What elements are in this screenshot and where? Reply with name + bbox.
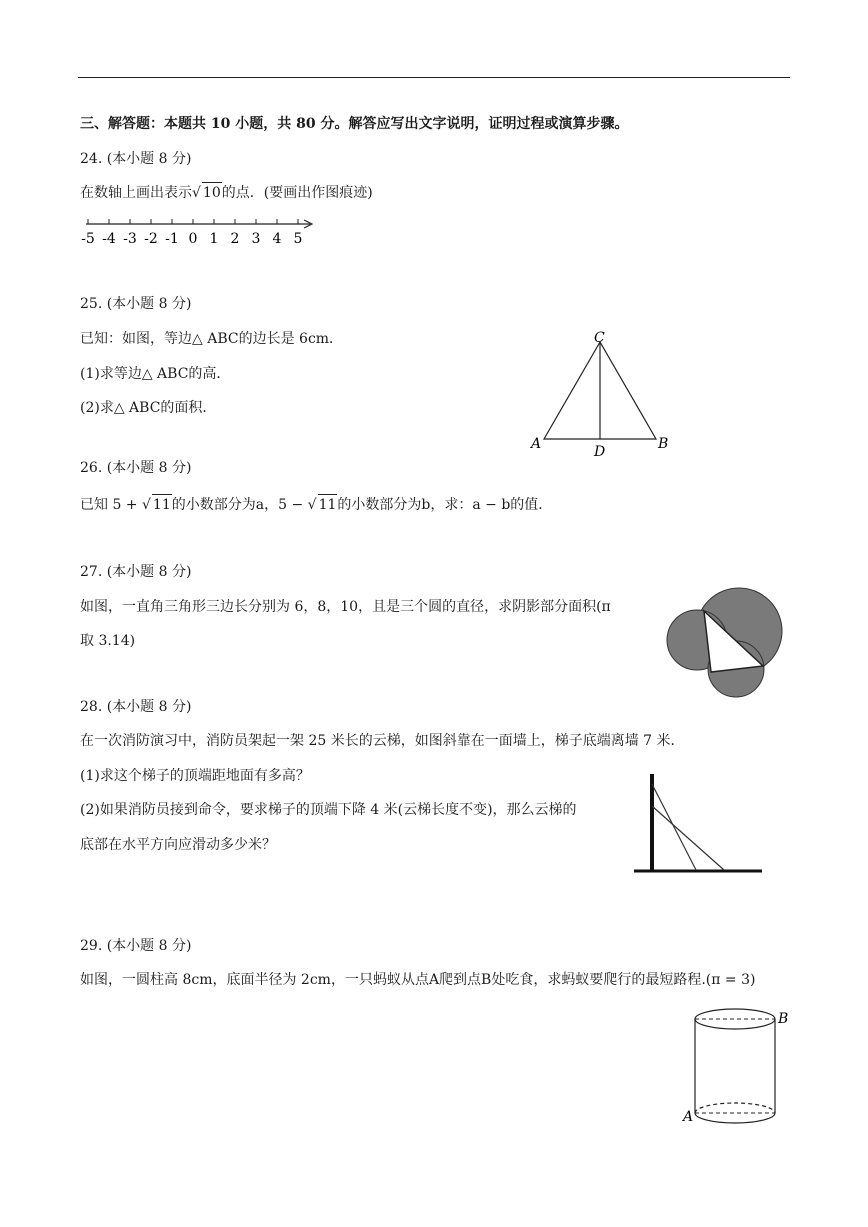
number-line-label: 1: [209, 231, 219, 247]
q29-header: 29. (本小题 8 分): [80, 938, 192, 954]
sqrt-symbol: √ 11: [142, 494, 172, 515]
number-line-label: -2: [144, 231, 158, 247]
q25-header: 25. (本小题 8 分): [80, 296, 192, 312]
circles-figure: [666, 588, 786, 700]
q25-line1: 已知：如图，等边△ ABC的边长是 6cm．: [80, 331, 344, 347]
number-line-label: -5: [81, 231, 95, 247]
number-line-label: 0: [188, 231, 198, 247]
sqrt-symbol: √ 10: [192, 182, 222, 203]
label-b: B: [658, 436, 669, 452]
q24-radicand: 10: [202, 182, 222, 203]
q24-text-after: 的点．(要画出作图痕迹): [221, 185, 373, 201]
number-line: [78, 215, 338, 255]
number-line-label: -3: [123, 231, 137, 247]
q27-line1: 如图，一直角三角形三边长分别为 6，8，10，且是三个圆的直径，求阴影部分面积(π: [80, 599, 611, 615]
label-c: C: [594, 330, 605, 346]
q26-radicand-2: 11: [318, 494, 338, 515]
number-line-label: 3: [251, 231, 261, 247]
cylinder-figure: [680, 1005, 800, 1140]
q28-line3: (2)如果消防员接到命令，要求梯子的顶端下降 4 米(云梯长度不变)，那么云梯的: [80, 802, 577, 818]
q27-header: 27. (本小题 8 分): [80, 564, 192, 580]
label-d: D: [594, 444, 606, 460]
q26-part1: 已知 5 +: [80, 497, 142, 513]
q26-part3: 的小数部分为b，求：a − b的值．: [337, 497, 553, 513]
q24-header: 24. (本小题 8 分): [80, 151, 192, 167]
label-b: B: [778, 1011, 789, 1027]
q25-line2: (1)求等边△ ABC的高．: [80, 366, 231, 382]
q24-prompt: [80, 182, 373, 203]
number-line-label: -4: [102, 231, 116, 247]
q28-line4: 底部在水平方向应滑动多少米？: [80, 837, 276, 853]
section-heading: 三、解答题：本题共 10 小题，共 80 分。解答应写出文字说明，证明过程或演算步骤。: [80, 116, 629, 132]
q28-line2: (1)求这个梯子的顶端距地面有多高？: [80, 768, 310, 784]
q26-prompt: [80, 494, 552, 515]
q26-part2: 的小数部分为a，5 −: [171, 497, 308, 513]
triangle-figure: [528, 330, 678, 460]
sqrt-symbol: √ 11: [308, 494, 338, 515]
q26-header: 26. (本小题 8 分): [80, 460, 192, 476]
q25-line3: (2)求△ ABC的面积．: [80, 400, 217, 416]
label-a: A: [531, 436, 542, 452]
number-line-label: -1: [165, 231, 179, 247]
q28-header: 28. (本小题 8 分): [80, 699, 192, 715]
q28-line1: 在一次消防演习中，消防员架起一架 25 米长的云梯，如图斜靠在一面墙上，梯子底端离墙 7 米．: [80, 733, 685, 749]
label-a: A: [683, 1109, 694, 1125]
top-rule: [78, 77, 790, 78]
number-line-label: 5: [293, 231, 303, 247]
q29-line1: 如图，一圆柱高 8cm，底面半径为 2cm，一只蚂蚁从点A爬到点B处吃食，求蚂蚁要爬行的最短路程.(π = 3): [80, 972, 756, 988]
ladder-figure: [632, 772, 772, 882]
q26-radicand-1: 11: [152, 494, 172, 515]
q27-line2: 取 3.14): [80, 633, 136, 649]
number-line-label: 4: [272, 231, 282, 247]
q24-text-before: 在数轴上画出表示: [80, 185, 192, 201]
number-line-label: 2: [230, 231, 240, 247]
